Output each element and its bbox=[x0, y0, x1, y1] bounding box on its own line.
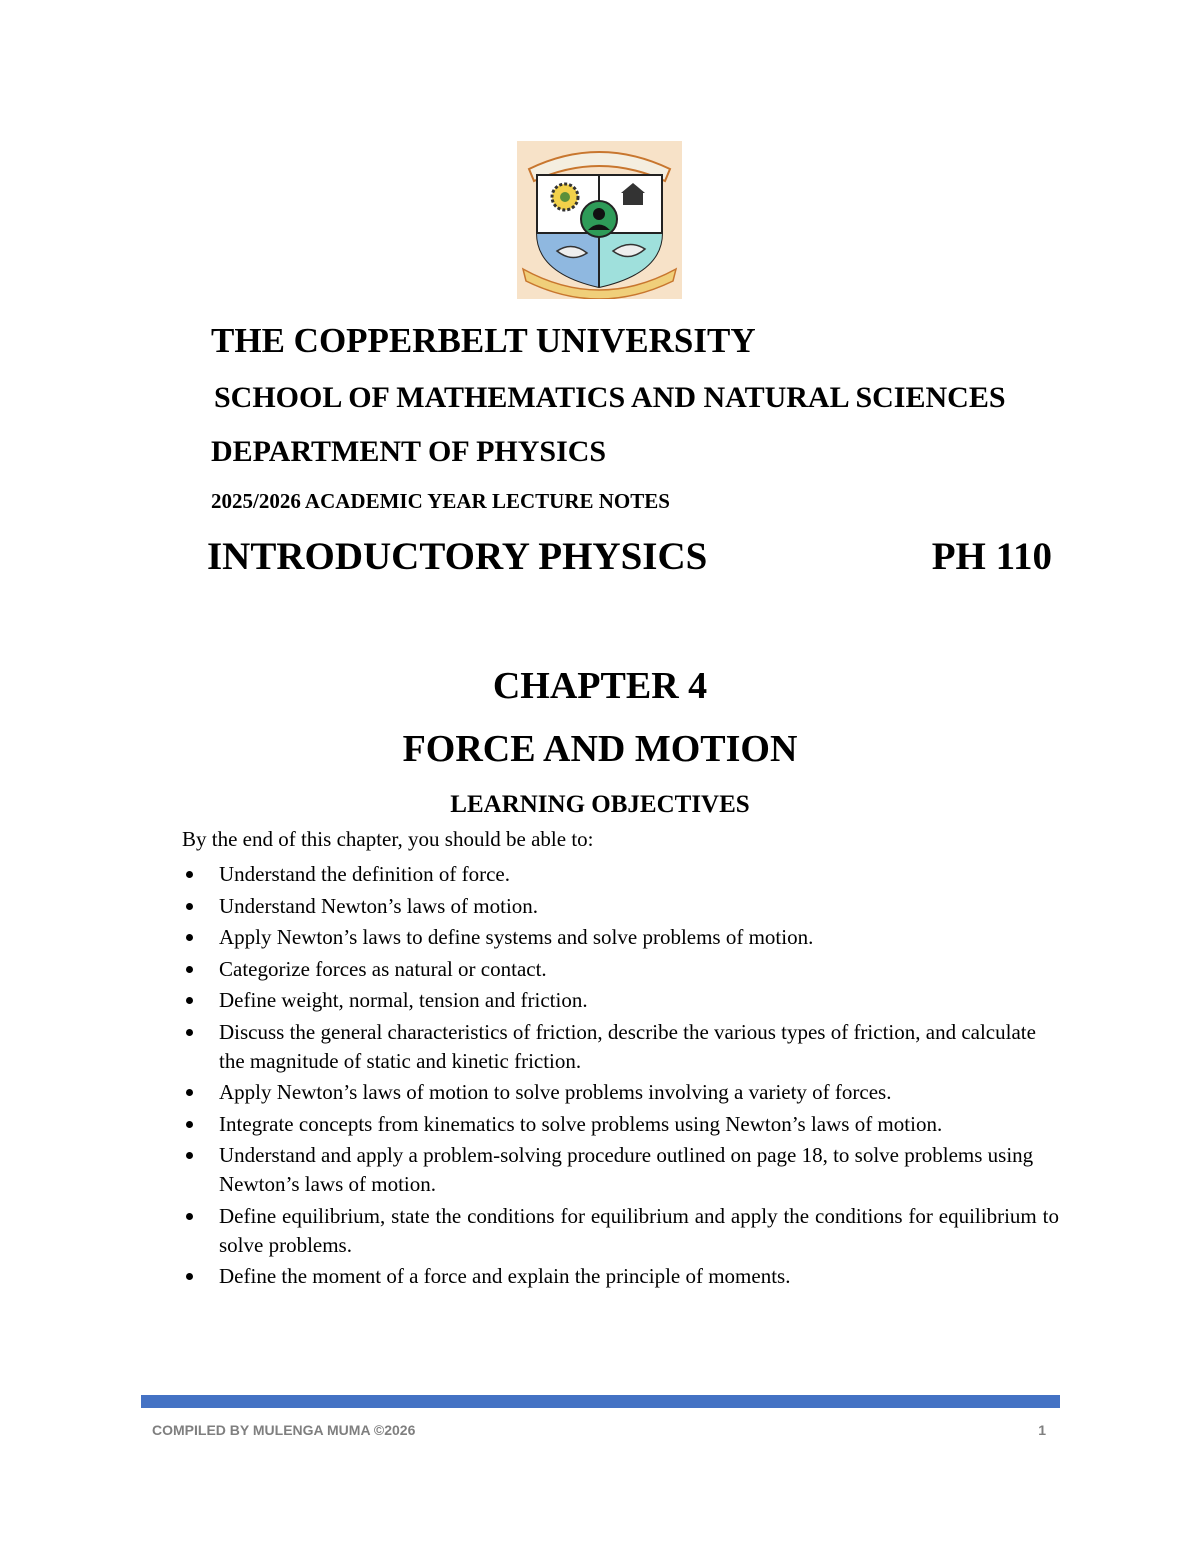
chapter-label: CHAPTER 4 bbox=[492, 665, 708, 707]
list-item: Define the moment of a force and explain the principle of moments. bbox=[182, 1262, 1059, 1291]
gear-icon bbox=[552, 184, 578, 210]
objectives-heading: LEARNING OBJECTIVES bbox=[450, 791, 750, 818]
department-name: DEPARTMENT OF PHYSICS bbox=[211, 435, 607, 468]
list-item: Apply Newton’s laws of motion to solve problems involving a variety of forces. bbox=[182, 1078, 1059, 1107]
list-item: Understand the definition of force. bbox=[182, 860, 1059, 889]
list-item: Define equilibrium, state the conditions for equilibrium and apply the conditions for equilibrium to solve problems. bbox=[182, 1202, 1059, 1260]
page-number: 1 bbox=[1038, 1422, 1046, 1438]
list-item: Apply Newton’s laws to define systems and solve problems of motion. bbox=[182, 923, 1059, 952]
course-title: INTRODUCTORY PHYSICS bbox=[207, 535, 708, 578]
objectives-list bbox=[182, 860, 1059, 1294]
list-item: Define weight, normal, tension and friction. bbox=[182, 986, 1059, 1015]
list-item: Integrate concepts from kinematics to solve problems using Newton’s laws of motion. bbox=[182, 1110, 1059, 1139]
course-code: PH 110 bbox=[931, 535, 1052, 578]
list-item: Understand Newton’s laws of motion. bbox=[182, 892, 1059, 921]
list-item: Discuss the general characteristics of friction, describe the various types of friction, and calculate the magnitude of static and kinetic friction. bbox=[182, 1018, 1059, 1076]
objectives-intro: By the end of this chapter, you should be able to: bbox=[182, 827, 594, 851]
school-name: SCHOOL OF MATHEMATICS AND NATURAL SCIENCES bbox=[214, 381, 1006, 414]
list-item: Categorize forces as natural or contact. bbox=[182, 955, 1059, 984]
academic-year-notes: 2025/2026 ACADEMIC YEAR LECTURE NOTES bbox=[211, 489, 670, 513]
footer-compiled-by: COMPILED BY MULENGA MUMA ©2026 bbox=[152, 1422, 416, 1438]
footer-divider bbox=[141, 1395, 1060, 1408]
list-item: Understand and apply a problem-solving procedure outlined on page 18, to solve problems using Newton’s laws of motion. bbox=[182, 1141, 1059, 1199]
university-name: THE COPPERBELT UNIVERSITY bbox=[211, 321, 756, 360]
chapter-title: FORCE AND MOTION bbox=[402, 728, 798, 770]
person-icon bbox=[581, 201, 617, 237]
university-logo bbox=[517, 141, 682, 299]
